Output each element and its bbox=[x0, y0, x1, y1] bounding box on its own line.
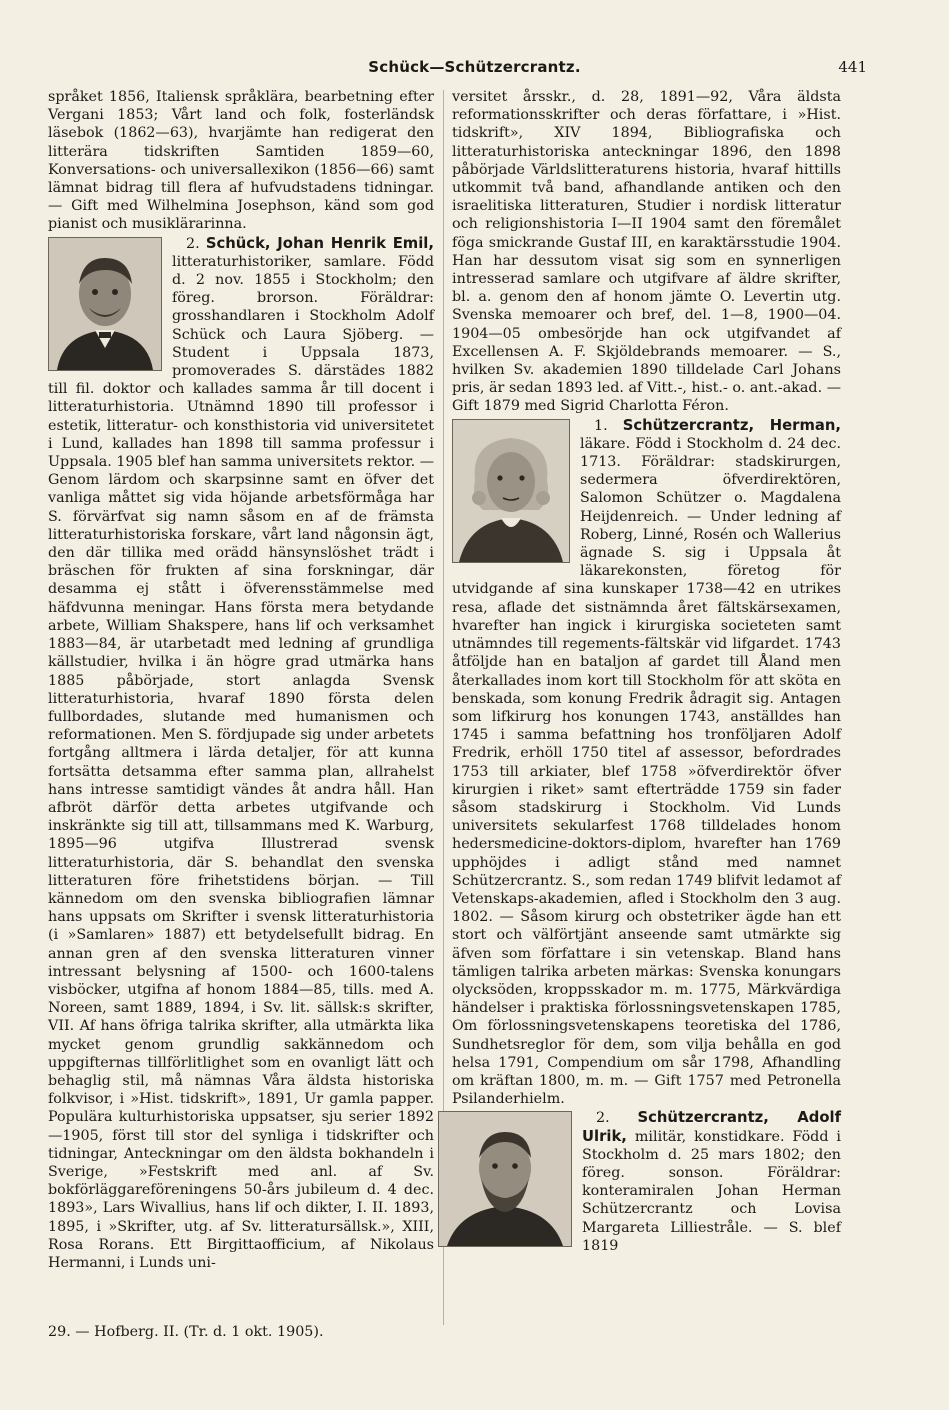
entry-schutzercrantz-adolf-ulrik bbox=[452, 1109, 841, 1255]
entry-number: 1. bbox=[594, 417, 608, 434]
entry-text: litteraturhistoriker, samlare. Född d. 2 nov. 1855 i Stockholm; den föreg. brorson. Föräldrar: grosshandlaren i Stockholm Adolf Schück och Laura Sjöberg. — Student i Uppsala 1873, promoverades S. därstädes 1882 till fil. doktor och kallades samma år till docent i litteraturhistoria. Utnämnd 1890 till professor i estetik, litteratur- och konsthistoria vid universitetet i Lund, kallades han 1898 till samma professur i Uppsala. 1905 blef han samma universitets rektor. — Genom lärdom och skarpsinne samt en öfver det vanliga måttet sig vida höjande arbetsförmåga har S. förvärfvat sig namn såsom en af de främsta litteraturhistoriska forskare, vårt land någonsin ägt, den där tillika med orädd hänsynslöshet trädt i bräschen för frukten af sina forskningar, där desamma ej stått i öfverensstämmelse med häfdvunna meningar. Hans första mera betydande arbete, William Shakspere, hans lif och verksamhet 1883—84, är utarbetadt med ledning af grundliga källstudier, hvilka i än högre grad utmärka hans 1885 påbörjade, stort anlagda Svensk litteraturhistoria, hvaraf 1890 första delen fullbordades, slutande med humanismen och reformationen. Men S. fördjupade sig under arbetets fortgång alltmera i lärda detaljer, för att kunna fortsätta detsamma efter samma plan, allrahelst hans intresse samtidigt vändes åt andra håll. Han afbröt därför detta arbetes utgifvande och inskränkte sig till att, tillsammans med K. Warburg, 1895—96 utgifva Illustrerad svensk litteraturhistoria, där S. behandlat den svenska litteraturen före frihetstidens början. — Till kännedom om den svenska bibliografien lämnar hans uppsats om Skrifter i svensk litteraturhistoria (i »Samlaren» 1887) ett betydelsefullt bidrag. En annan gren af den svenska litteraturen vinner intressant belysning af 1500- och 1600-talens visböcker, utgifna af honom 1884—85, tills. med A. Noreen, samt 1889, 1894, i Sv. lit. sällsk:s skrifter, VII. Af hans öfriga talrika skrifter, alla utmärkta lika mycket genom grundlig sakkännedom och uppgifternas tillförlitlighet som en ovanligt lätt och behaglig stil, må nämnas Våra äldsta historiska folkvisor, i »Hist. tidskrift», 1891, Ur gamla papper. Populära kulturhistoriska uppsatser, sju serier 1892—1905, först till stor del synliga i tidskrifter och tidningar, Anteckningar om den äldsta bokhandeln i Sverige, »Festskrift med anl. af Sv. bokförläggareföreningens 50-års jubileum d. 4 dec. 1893», Lars Wivallius, hans lif och dikter, I. II. 1893, 1895, i »Skrifter, utg. af Sv. litteratursällsk.», XIII, Rosa Rorans. Ett Birgittaofficium, af Nikolaus Hermanni, i Lunds uni- bbox=[48, 253, 434, 1271]
portrait-adolf-ulrik-schutzercrantz bbox=[438, 1111, 572, 1247]
entry-text: läkare. Född i Stockholm d. 24 dec. 1713. Föräldrar: stadskirurgen, sedermera öfverdirektören, Salomon Schützer o. Magdalena Heijdenreich. — Under ledning af Roberg, Linné, Rosén och Wallerius ägnade S. sig i Uppsala åt läkarekonsten, företog för utvidgande af sina kunskaper 1738—42 en utrikes resa, aflade det sistnämnda året fältskärsexamen, hvarefter han ingick i kirurgiska societeten samt utnämndes till regements-fältskär vid lifgardet. 1743 åtföljde han en bataljon af gardet till Åland men återkallades inom kort till Stockholm för att sköta en benskada, som konung Fredrik ådragit sig. Antagen som lifkirurg hos konungen 1743, anställdes han 1745 i samma befattning hos tronföljaren Adolf Fredrik, erhöll 1750 titel af assessor, befordrades 1753 till arkiater, blef 1758 »öfverdirektör öfver kirurgien i riket» samt efterträdde 1759 sin fader såsom stadskirurg i Stockholm. Vid Lunds universitets sekularfest 1768 tilldelades honom hedersmedicine-doktors-diplom, hvarefter han 1769 upphöjdes i adligt stånd med namnet Schützercrantz. S., som redan 1749 blifvit ledamot af Vetenskaps-akademien, afled i Stockholm den 3 aug. 1802. — Såsom kirurg och obstetriker ägde han ett stort och välförtjänt anseende samt utmärkte sig äfven som författare i sin vetenskap. Bland hans tämligen talrika arbeten märkas: Svenska konungars olycksöden, kroppsskador m. m. 1775, Märkvärdiga händelser i praktiska förlossningsvetenskapen 1785, Om förlossningsvetenskapens teoretiska del 1786, Sundhetsreglor för dem, som vilja behålla en god helsa 1791, Compendium om sår 1798, Afhandling om kräftan 1800, m. m. — Gift 1757 med Petronella Psilanderhielm. bbox=[452, 435, 841, 1108]
portrait-bewigged-man-icon bbox=[453, 420, 569, 562]
portrait-herman-schutzercrantz bbox=[452, 419, 570, 563]
entry-schutzercrantz-herman bbox=[452, 417, 841, 1109]
entry-schuck-johan-henrik-emil bbox=[48, 235, 434, 1273]
running-header bbox=[0, 58, 949, 84]
entry-name: Schück, Johan Henrik Emil, bbox=[205, 234, 434, 252]
portrait-bearded-man-icon bbox=[439, 1112, 571, 1246]
portrait-johan-henrik-emil-schuck bbox=[48, 237, 162, 371]
left-column bbox=[48, 88, 434, 1272]
signature-line: 29. — Hofberg. II. (Tr. d. 1 okt. 1905). bbox=[48, 1324, 324, 1340]
entry-name: Schützercrantz, Adolf Ulrik, bbox=[582, 1109, 842, 1145]
running-title: Schück—Schützercrantz. bbox=[368, 58, 581, 76]
page-number: 441 bbox=[838, 58, 867, 76]
entry-name: Schützercrantz, Herman, bbox=[622, 416, 841, 434]
entry-text: militär, konstidkare. Född i Stockholm d. 25 mars 1802; den föreg. sonson. Föräldrar: konteramiralen Johan Herman Schützercrantz och Lovisa Margareta Lilliestråle. — S. blef 1819 bbox=[582, 1128, 842, 1254]
left-paragraph-1: språket 1856, Italiensk språklära, bearbetning efter Vergani 1853; Vårt land och folk, fosterländsk läsebok (1862—63), hvarjämte han redigerat den litterära tidskriften Samtiden 1859—60, Konversations- och universallexikon (1856—66) samt lämnat bidrag till flera af hufvudstadens tidningar. — Gift med Wilhelmina Josephson, känd som god pianist och musiklärarinna. bbox=[48, 89, 434, 233]
right-paragraph-1: versitet årsskr., d. 28, 1891—92, Våra äldsta reformationsskrifter och deras författare, i »Hist. tidskrift», XIV 1894, Bibliografiska och litteraturhistoriska anteckningar 1896, den 1898 påbörjade Världslitteraturens historia, hvaraf hittills utkommit två band, afhandlande antiken och den israelitiska litteraturen, Studier i nordisk litteratur och religionshistoria I—II 1904 samt den föremålet föga smickrande Gustaf III, en karaktärsstudie 1904. Han har dessutom visat sig som en synnerligen intresserad samlare och utgifvare af äldre skrifter, bl. a. genom den af honom jämte O. Levertin utg. Svenska memoarer och bref, del. 1—8, 1900—04. 1904—05 ombesörjde han ock utgifvandet af Excellensen A. F. Skjöldebrands memoarer. — S., hvilken Sv. akademien 1890 tilldelade Carl Johans pris, är sedan 1893 led. af Vitt.-, hist.- o. ant.-akad. — Gift 1879 med Sigrid Charlotta Féron. bbox=[452, 89, 841, 415]
portrait-man-icon bbox=[49, 238, 161, 370]
right-column bbox=[452, 88, 841, 1255]
entry-number: 2. bbox=[186, 235, 200, 252]
entry-number: 2. bbox=[596, 1110, 610, 1127]
